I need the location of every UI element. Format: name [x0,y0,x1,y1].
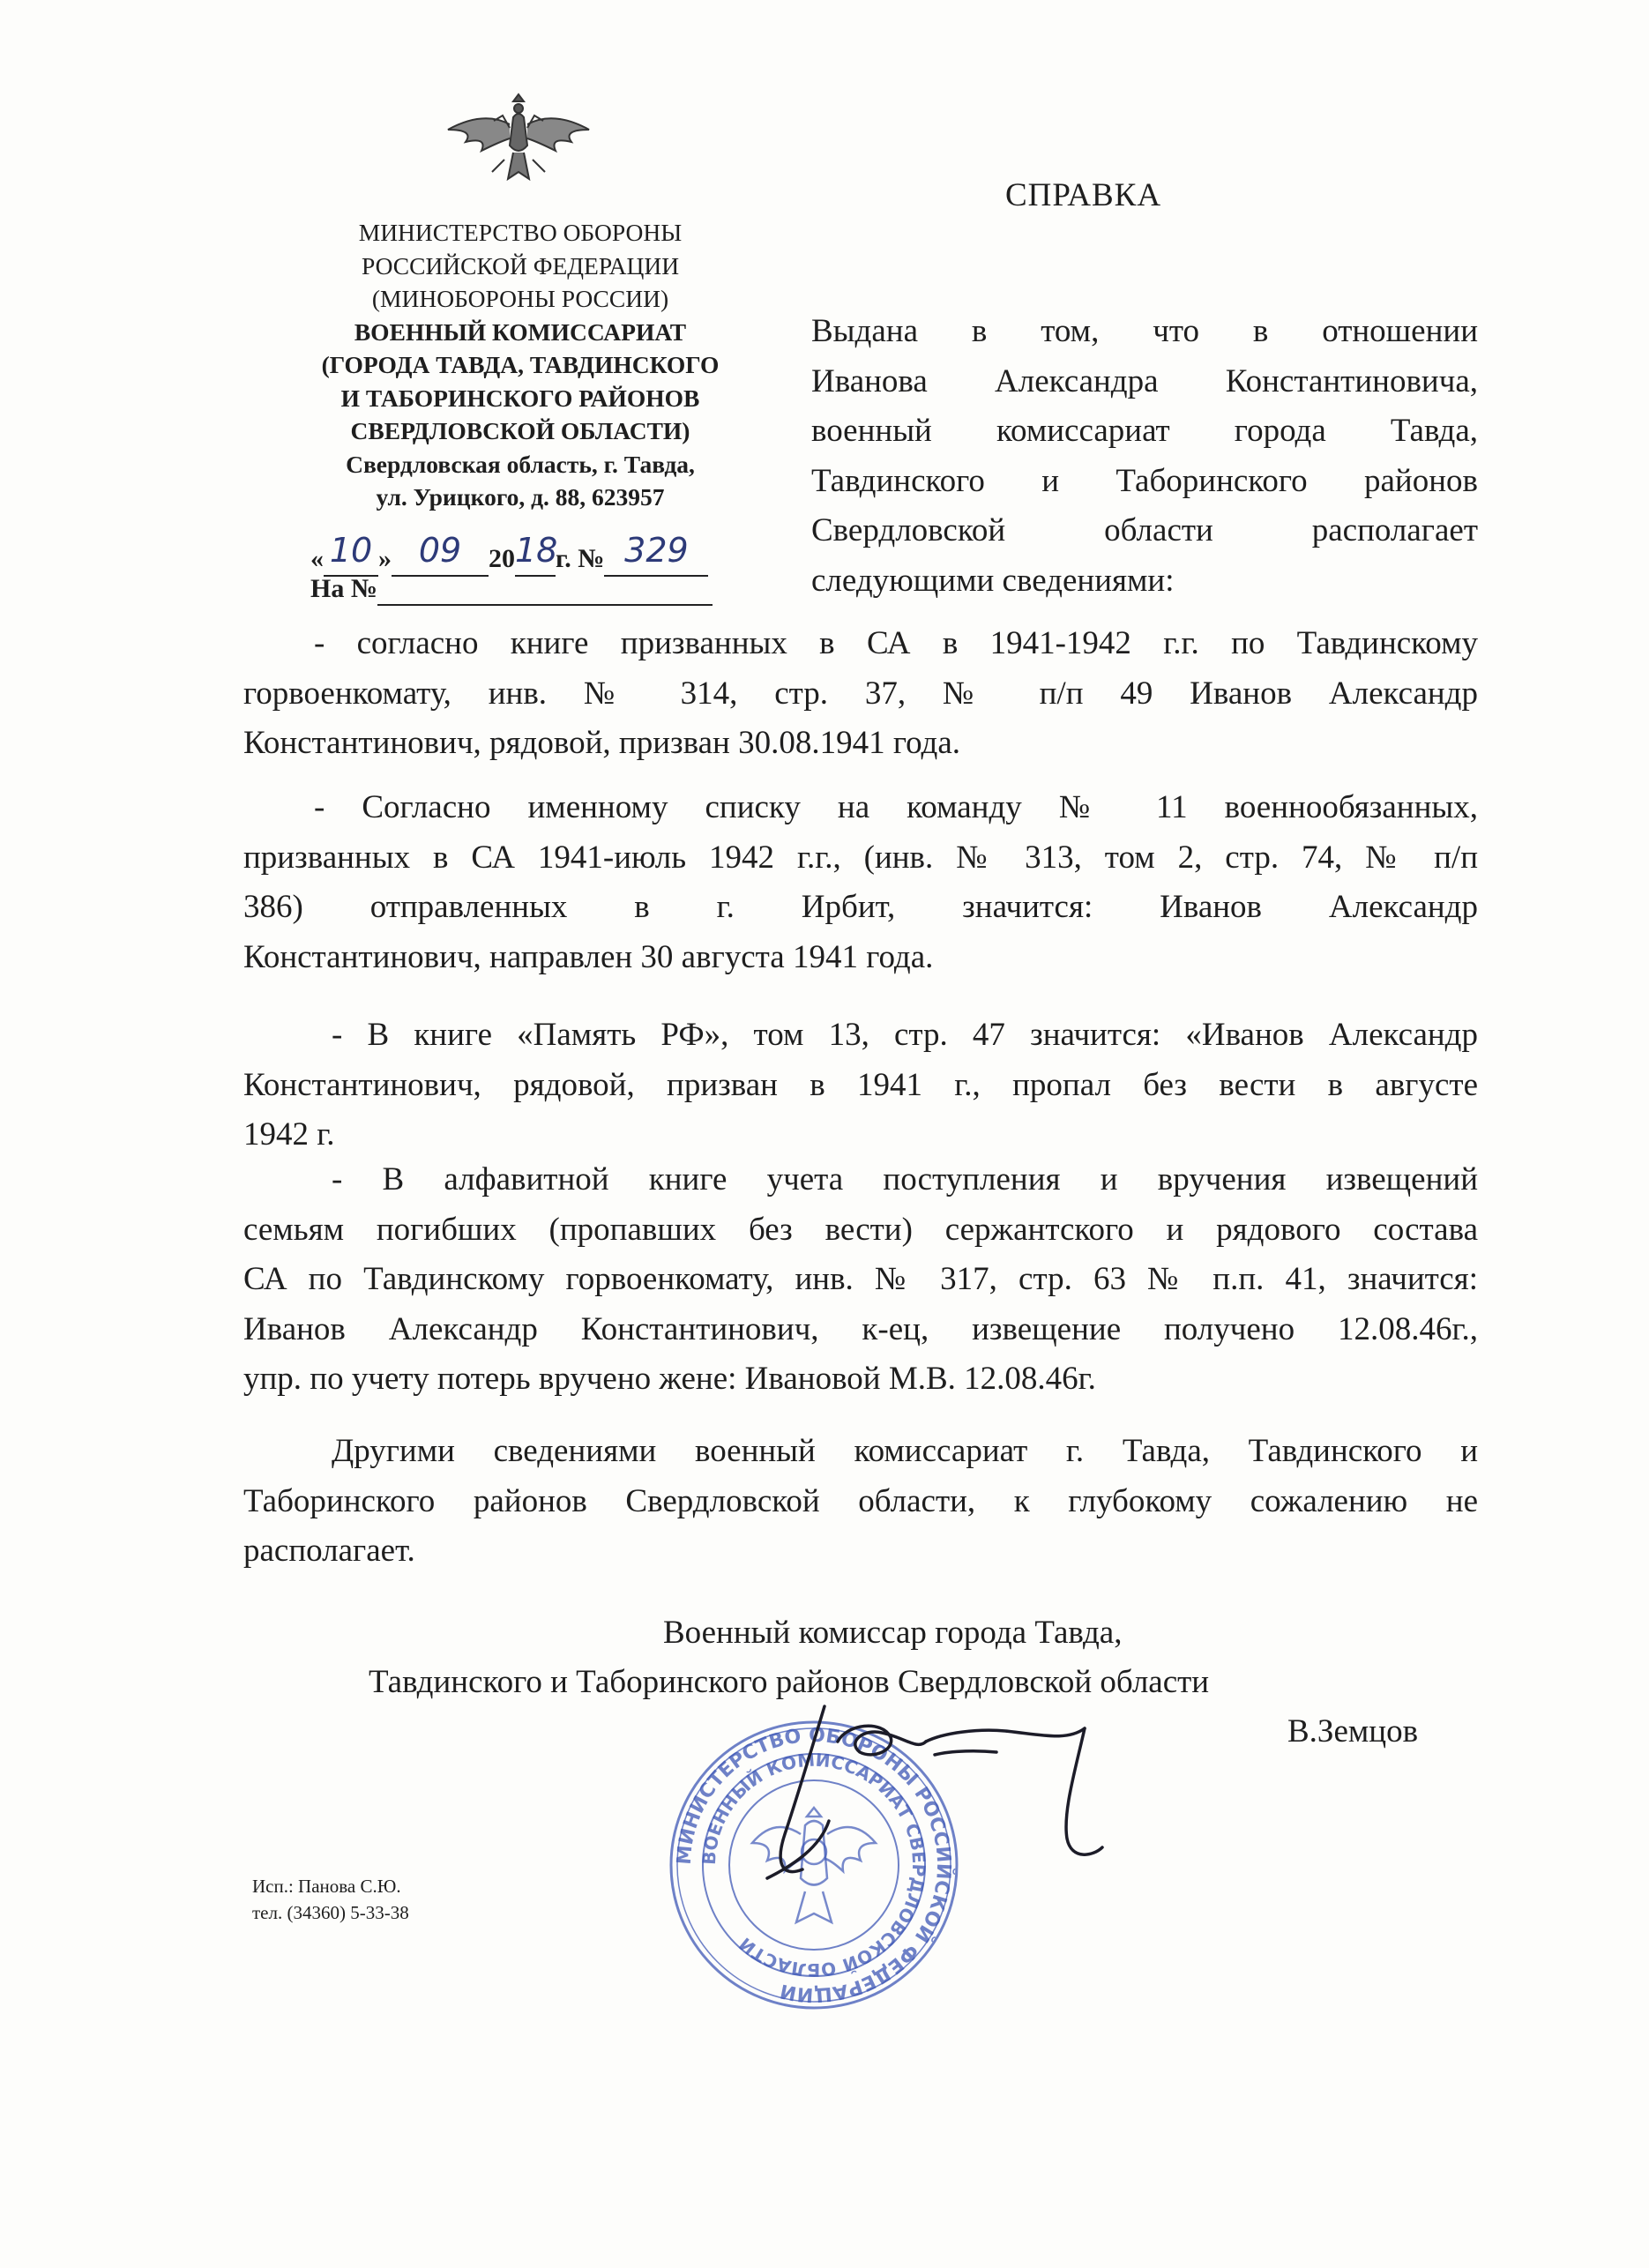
paragraph-line: горвоенкомату, инв. № 314, стр. 37, № п/п 49 Иванов Александр [243,675,1478,712]
signature-title-line-1: Военный комиссар города Тавда, [663,1615,1123,1651]
date-month: 09 [418,531,462,570]
paragraph-line: Константинович, рядовой, призван 30.08.1941 года. [243,725,961,761]
document-date-number [310,531,708,577]
reference-line [310,574,713,606]
paragraph-4 [243,1155,1478,1405]
paragraph-line: СА по Тавдинскому горвоенкомату, инв. № 317, стр. 63 № п.п. 41, значится: [243,1261,1478,1297]
paragraph-line: - согласно книге призванных в СА в 1941-1942 г.г. по Тавдинскому [314,625,1478,661]
header-line: (ГОРОДА ТАВДА, ТАВДИНСКОГО [321,351,720,378]
paragraph-line: 1942 г. [243,1116,335,1153]
header-line: СВЕРДЛОВСКОЙ ОБЛАСТИ) [350,417,690,444]
paragraph-line: Другими сведениями военный комиссариат г. Тавда, Тавдинского и [332,1433,1478,1469]
eagle-emblem-icon [439,84,598,198]
stamp-inner-text: ВОЕННЫЙ КОМИССАРИАТ СВЕРДЛОВСКОЙ ОБЛАСТИ [698,1749,930,1981]
executor-name: Исп.: Панова С.Ю. [252,1876,401,1897]
paragraph-line: - В книге «Память РФ», том 13, стр. 47 значится: «Иванов Александр [332,1017,1478,1053]
date-year-prefix: 20 [489,544,515,573]
date-year-label: г. [556,544,571,573]
document-number: 329 [624,531,689,570]
paragraph-line: Иванов Александр Константинович, к-ец, извещение получено 12.08.46г., [243,1310,1478,1347]
date-close-quote: » [378,544,392,573]
intro-line: Выдана в том, что в отношении [811,313,1478,349]
paragraph-line: Константинович, рядовой, призван в 1941 г., пропал без вести в августе [243,1066,1478,1103]
paragraph-line: располагает. [243,1533,415,1569]
paragraph-line: призванных в СА 1941-июль 1942 г.г., (инв. № 313, том 2, стр. 74, № п/п [243,839,1478,876]
intro-line: Иванова Александра Константиновича, [811,362,1478,399]
header-line: ВОЕННЫЙ КОМИССАРИАТ [354,317,687,346]
header-line: (МИНОБОРОНЫ РОССИИ) [371,285,669,312]
paragraph-line: - В алфавитной книге учета поступления и вручения извещений [332,1161,1478,1197]
handwritten-signature [714,1689,1129,1891]
paragraph-5 [243,1427,1478,1577]
paragraph-line: Таборинского районов Свердловской области, к глубокому сожалению не [243,1482,1478,1519]
paragraph-line: семьям погибших (пропавших без вести) сержантского и рядового состава [243,1211,1478,1248]
date-day: 10 [329,531,373,570]
signature-title-line-2: Тавдинского и Таборинского районов Свердловской области [369,1664,1210,1700]
date-open-quote: « [310,544,324,573]
intro-line: следующими сведениями: [811,562,1175,599]
reference-label: На № [310,574,377,603]
intro-line: Свердловской области располагает [811,512,1478,548]
paragraph-line: упр. по учету потерь вручено жене: Ивановой М.В. 12.08.46г. [243,1361,1096,1397]
executor-phone: тел. (34360) 5-33-38 [252,1902,409,1923]
document-title: СПРАВКА [1005,177,1162,213]
header-line: Свердловская область, г. Тавда, [346,450,695,478]
date-year-suffix: 18 [515,531,558,570]
paragraph-1 [243,619,1478,769]
paragraph-2 [243,783,1478,982]
stamp-outer-text: МИНИСТЕРСТВО ОБОРОНЫ РОССИЙСКОЙ ФЕДЕРАЦИИ [673,1724,955,2006]
header-line: МИНИСТЕРСТВО ОБОРОНЫ [358,219,683,246]
paragraph-line: 386) отправленных в г. Ирбит, значится: Иванов Александр [243,889,1478,925]
sender-header [291,216,750,514]
executor-info [252,1873,409,1926]
header-line: И ТАБОРИНСКОГО РАЙОНОВ [340,384,700,412]
intro-line: военный комиссариат города Тавда, [811,413,1478,449]
header-line: ул. Урицкого, д. 88, 623957 [376,483,665,511]
intro-text [811,307,1478,606]
header-line: РОССИЙСКОЙ ФЕДЕРАЦИИ [361,251,680,280]
signatory-name: В.Земцов [1287,1713,1419,1749]
paragraph-line: Константинович, направлен 30 августа 1941 года. [243,938,934,975]
paragraph-line: - Согласно именному списку на команду № 11 военнообязанных, [314,789,1478,825]
paragraph-3 [243,1011,1478,1160]
number-label: № [578,544,605,573]
intro-line: Тавдинского и Таборинского районов [811,462,1478,499]
